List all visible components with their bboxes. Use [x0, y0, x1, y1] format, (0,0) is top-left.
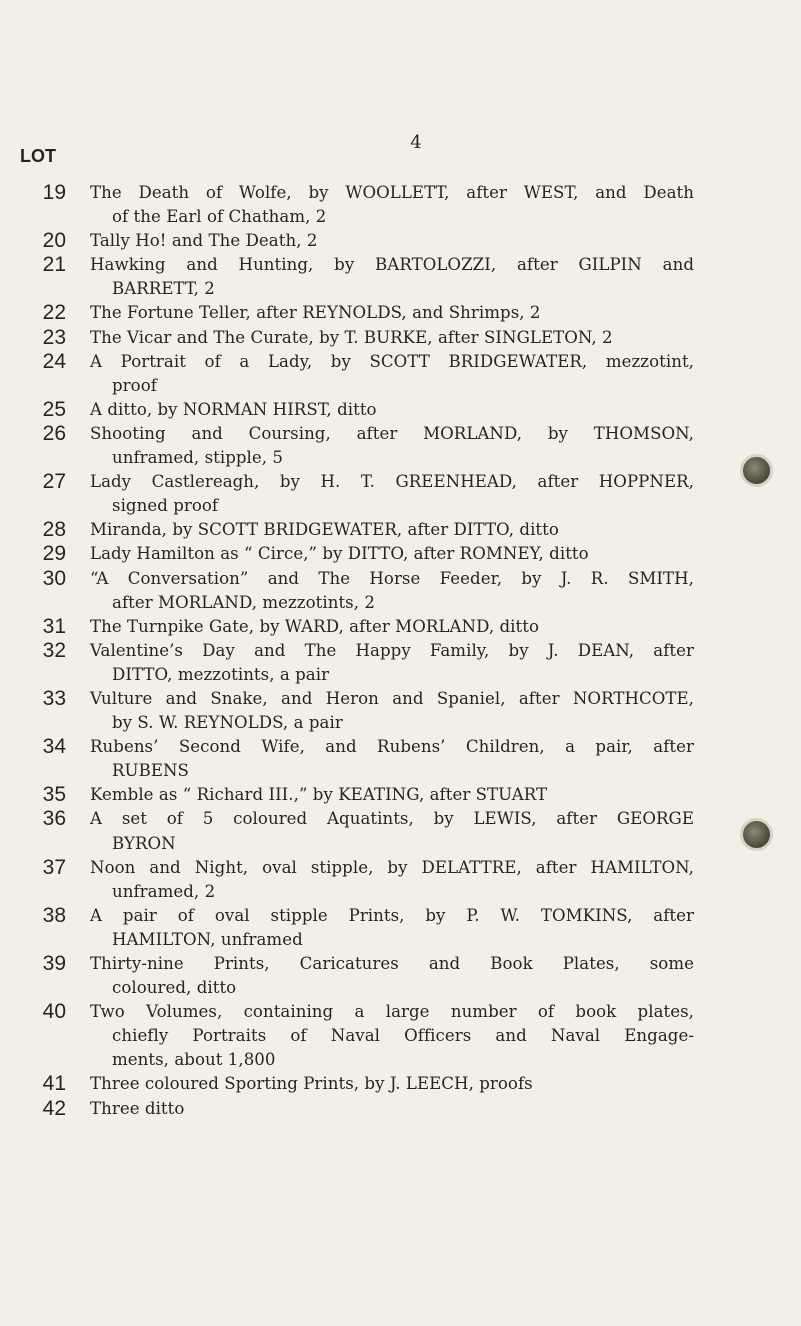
- lot-description-line: Two Volumes, containing a large number of book plates,: [90, 1002, 694, 1022]
- lot-description-line: BYRON: [112, 833, 176, 853]
- lot-entry: [0, 398, 801, 422]
- lot-description-line: Rubens’ Second Wife, and Rubens’ Children, a pair, after: [90, 737, 694, 757]
- lot-description-line: The Vicar and The Curate, by T. BURKE, after SINGLETON, 2: [90, 327, 613, 347]
- lot-description: [90, 301, 694, 325]
- lot-description: [90, 1000, 694, 1072]
- lot-number: 25: [42, 397, 66, 421]
- lot-description-line: Vulture and Snake, and Heron and Spaniel, after NORTHCOTE,: [90, 688, 694, 708]
- lot-description-line: The Death of Wolfe, by WOOLLETT, after WEST, and Death: [90, 183, 694, 202]
- lot-entry: [0, 904, 801, 952]
- lot-entry: [0, 735, 801, 783]
- lot-description-line: of the Earl of Chatham, 2: [112, 207, 327, 227]
- lot-description-line: coloured, ditto: [112, 978, 237, 998]
- lot-description-line: signed proof: [112, 496, 219, 516]
- lot-number: 39: [42, 952, 66, 975]
- lot-description: [90, 856, 694, 904]
- lot-description-line: Hawking and Hunting, by BARTOLOZZI, after GILPIN and: [90, 255, 694, 275]
- lot-entry: [0, 542, 801, 566]
- lot-number: 26: [42, 421, 66, 445]
- lot-description: [90, 567, 694, 615]
- lot-description: [90, 470, 694, 518]
- lot-entry: [0, 856, 801, 904]
- lot-number: 37: [42, 855, 66, 879]
- lot-description: [90, 229, 694, 253]
- lot-entry: [0, 1000, 801, 1072]
- lot-description-line: proof: [112, 375, 157, 395]
- lot-number: 29: [42, 542, 66, 566]
- lot-description: [90, 253, 694, 301]
- lot-description-line: Lady Castlereagh, by H. T. GREENHEAD, after HOPPNER,: [90, 472, 694, 492]
- lot-number: 19: [42, 181, 66, 204]
- lot-number: 35: [42, 783, 66, 807]
- lot-number: 41: [42, 1072, 66, 1096]
- lot-number: 31: [42, 614, 66, 638]
- lot-description: [90, 807, 694, 855]
- lot-description-line: Shooting and Coursing, after MORLAND, by THOMSON,: [90, 423, 694, 443]
- lot-number: 30: [42, 566, 66, 590]
- lot-description-line: DITTO, mezzotints, a pair: [112, 664, 330, 684]
- lot-number: 36: [42, 807, 66, 831]
- lot-description-line: Noon and Night, oval stipple, by DELATTRE, after HAMILTON,: [90, 857, 694, 877]
- lot-number: 40: [42, 1000, 66, 1024]
- lot-description: [90, 783, 694, 807]
- lot-description: [90, 687, 694, 735]
- lot-description: [90, 422, 694, 470]
- lot-description-line: unframed, stipple, 5: [112, 448, 284, 468]
- lot-number: 23: [42, 325, 66, 349]
- lot-column-heading: LOT: [20, 146, 56, 166]
- lot-entry: [0, 1072, 801, 1096]
- lot-description-line: BARRETT, 2: [112, 279, 215, 299]
- lot-number: 21: [42, 253, 66, 277]
- lot-description: [90, 181, 694, 229]
- lot-description-line: unframed, 2: [112, 881, 216, 901]
- lot-entry: [0, 301, 801, 325]
- lot-description-line: The Fortune Teller, after REYNOLDS, and Shrimps, 2: [90, 303, 541, 323]
- lot-description: [90, 518, 694, 542]
- lot-entry: [0, 470, 801, 518]
- lot-description-line: Three ditto: [90, 1098, 185, 1118]
- lot-description-line: Miranda, by SCOTT BRIDGEWATER, after DITTO, ditto: [90, 520, 559, 540]
- lot-entry: [0, 783, 801, 807]
- lot-number: 34: [42, 735, 66, 759]
- lot-entry: [0, 807, 801, 855]
- binding-hole-icon: [740, 454, 773, 487]
- page-number: 4: [410, 132, 422, 153]
- lot-description: [90, 542, 694, 566]
- lot-entry: [0, 567, 801, 615]
- lot-number: 28: [42, 518, 66, 542]
- lot-description: [90, 1097, 694, 1121]
- lot-description: [90, 639, 694, 687]
- lot-description: [90, 326, 694, 350]
- lot-description-line: A set of 5 coloured Aquatints, by LEWIS, after GEORGE: [90, 809, 694, 829]
- lot-description-line: Tally Ho! and The Death, 2: [90, 231, 318, 251]
- lot-description: [90, 904, 694, 952]
- lot-description-line: chiefly Portraits of Naval Officers and Naval Engage-: [112, 1026, 694, 1046]
- lot-description-line: Kemble as “ Richard III.,” by KEATING, after STUART: [90, 785, 548, 805]
- lot-number: 24: [42, 349, 66, 373]
- lot-number: 27: [42, 470, 66, 494]
- lot-description-line: Lady Hamilton as “ Circe,” by DITTO, after ROMNEY, ditto: [90, 544, 589, 564]
- lot-description: [90, 952, 694, 1000]
- lot-description-line: by S. W. REYNOLDS, a pair: [112, 713, 343, 733]
- lot-description-line: after MORLAND, mezzotints, 2: [112, 592, 375, 612]
- lot-description-line: HAMILTON, unframed: [112, 929, 303, 949]
- lot-description-line: “A Conversation” and The Horse Feeder, by J. R. SMITH,: [90, 568, 694, 588]
- lot-description-line: Thirty-nine Prints, Caricatures and Book Plates, some: [90, 954, 694, 973]
- lot-description-line: The Turnpike Gate, by WARD, after MORLAND, ditto: [90, 616, 539, 636]
- lot-number: 22: [42, 301, 66, 325]
- lot-description: [90, 1072, 694, 1096]
- lot-number: 32: [42, 638, 66, 662]
- lot-entry: [0, 952, 801, 1000]
- lot-description: [90, 350, 694, 398]
- lot-description: [90, 615, 694, 639]
- lot-description-line: Valentine’s Day and The Happy Family, by J. DEAN, after: [90, 640, 694, 660]
- lot-entry: [0, 326, 801, 350]
- lot-entry: [0, 253, 801, 301]
- lot-number: 33: [42, 686, 66, 710]
- lot-description-line: Three coloured Sporting Prints, by J. LEECH, proofs: [90, 1074, 533, 1094]
- lot-entry: [0, 181, 801, 229]
- lot-description-line: A Portrait of a Lady, by SCOTT BRIDGEWATER, mezzotint,: [90, 351, 694, 371]
- lot-entry: [0, 687, 801, 735]
- lot-description: [90, 735, 694, 783]
- lot-entry: [0, 615, 801, 639]
- lot-entry: [0, 229, 801, 253]
- lot-description-line: A ditto, by NORMAN HIRST, ditto: [90, 399, 377, 419]
- lot-entry: [0, 350, 801, 398]
- lot-number: 20: [42, 229, 66, 253]
- lot-description-line: A pair of oval stipple Prints, by P. W. TOMKINS, after: [90, 905, 694, 925]
- lot-entry: [0, 518, 801, 542]
- lot-entry: [0, 639, 801, 687]
- lot-description-line: ments, about 1,800: [112, 1050, 276, 1070]
- lot-number: 42: [42, 1096, 66, 1120]
- lot-description: [90, 398, 694, 422]
- binding-hole-icon: [740, 818, 773, 851]
- lot-entry: [0, 422, 801, 470]
- lot-description-line: RUBENS: [112, 761, 189, 781]
- lot-entry: [0, 1097, 801, 1121]
- lot-number: 38: [42, 903, 66, 927]
- lot-list: [0, 181, 801, 1121]
